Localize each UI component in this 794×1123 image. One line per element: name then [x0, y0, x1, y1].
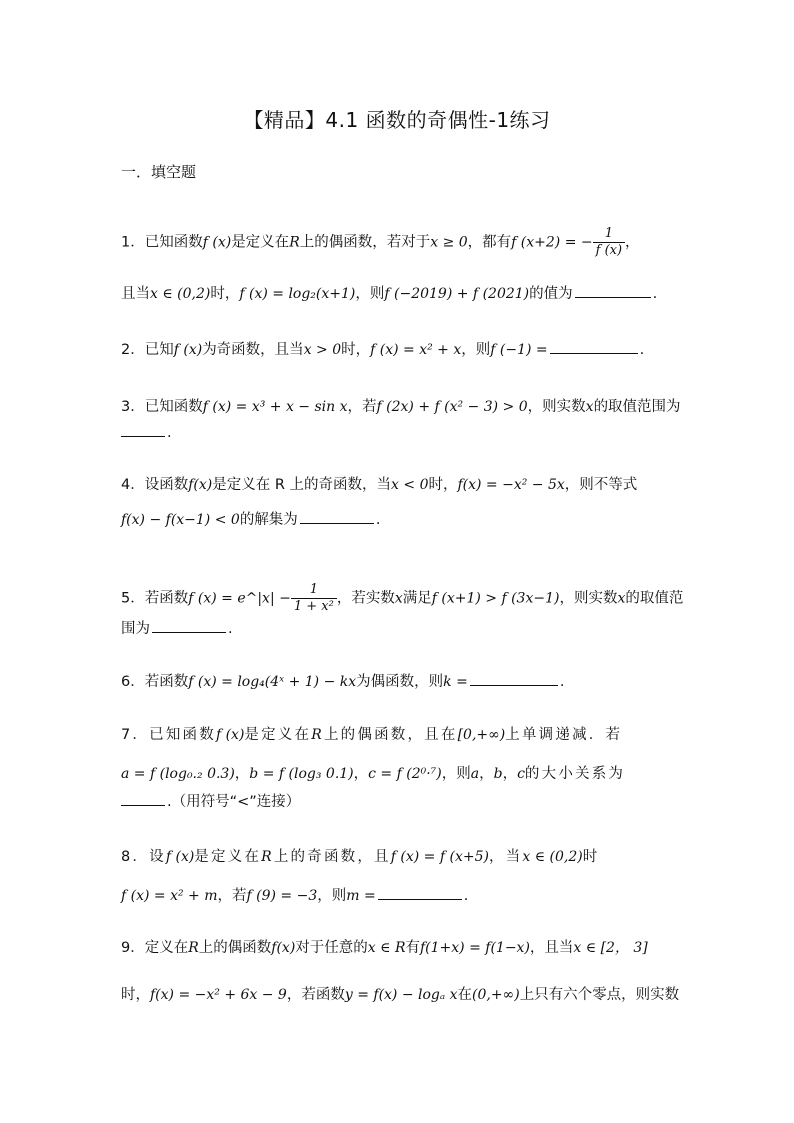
question-7-line-2: a = f (log₀.₂ 0.3)，b = f (log₃ 0.1)，c = f (2⁰·⁷)，则a，b，c的大小关系为	[121, 766, 626, 782]
question-1-line-1: 1．已知函数f (x)是定义在R上的偶函数，若对于x ≥ 0，都有f (x+2) = − $\frac{1}{f (x)}$ ，	[121, 226, 640, 258]
question-9-line-1: 9．定义在R上的偶函数f(x)对于任意的x ∈ R有f(1+x) = f(1−x)，且当x ∈ [2， 3]	[121, 940, 648, 956]
question-1-line-2: 且当x ∈ (0,2)时，f (x) = log₂(x+1)，则f (−2019) + f (2021)的值为 .	[121, 282, 681, 306]
answer-blank[interactable]	[470, 671, 558, 686]
answer-blank[interactable]	[300, 509, 374, 524]
answer-blank[interactable]	[378, 885, 462, 900]
answer-blank[interactable]	[550, 339, 638, 354]
question-3-line-2: .	[121, 421, 681, 445]
question-3-line-1: 3．已知函数f (x) = x³ + x − sin x，若f (2x) + f (x² − 3) > 0，则实数x的取值范围为	[121, 399, 681, 415]
answer-blank[interactable]	[121, 422, 165, 437]
question-4-line-2: f(x) − f(x−1) < 0的解集为 .	[121, 508, 681, 532]
fraction: $\frac{1}{f (x)}$	[593, 226, 625, 259]
answer-blank[interactable]	[121, 791, 165, 806]
question-4-line-1: 4．设函数f(x)是定义在 R 上的奇函数，当x < 0时，f(x) = −x² − 5x，则不等式	[121, 477, 638, 493]
answer-blank[interactable]	[152, 618, 226, 633]
question-8-line-2: f (x) = x² + m，若f (9) = −3，则m = .	[121, 884, 681, 908]
question-5-line-1: 5．若函数f (x) = e^|x| − $\frac{1}{\text{1 + x²}}$ ，若实数x满足f (x+1) > f (3x−1)，则实数x的取值范	[121, 582, 684, 614]
section-heading: 一．填空题	[121, 163, 197, 181]
question-6: 6．若函数f (x) = log₄(4ˣ + 1) − kx为偶函数，则k = .	[121, 670, 681, 694]
answer-blank[interactable]	[575, 283, 651, 298]
page-title: 【精品】4.1 函数的奇偶性-1练习	[243, 108, 551, 132]
question-7-line-1: 7．已知函数f (x)是定义在R上的偶函数，且在[0,+∞)上单调递减．若	[121, 727, 623, 743]
question-5-line-2: 围为 .	[121, 617, 681, 641]
question-9-line-2: 时，f(x) = −x² + 6x − 9，若函数y = f(x) − logₐ x在(0,+∞)上只有六个零点，则实数	[121, 987, 680, 1003]
question-7-line-3: .（用符号“<”连接）	[121, 790, 681, 814]
question-2: 2．已知f (x)为奇函数，且当x > 0时，f (x) = x² + x，则f (−1) = .	[121, 338, 681, 362]
fraction: $\frac{1}{\text{1 + x²}}$	[291, 582, 337, 615]
question-8-line-1: 8．设f (x)是定义在R上的奇函数，且f (x) = f (x+5)，当x ∈ (0,2)时	[121, 849, 600, 865]
